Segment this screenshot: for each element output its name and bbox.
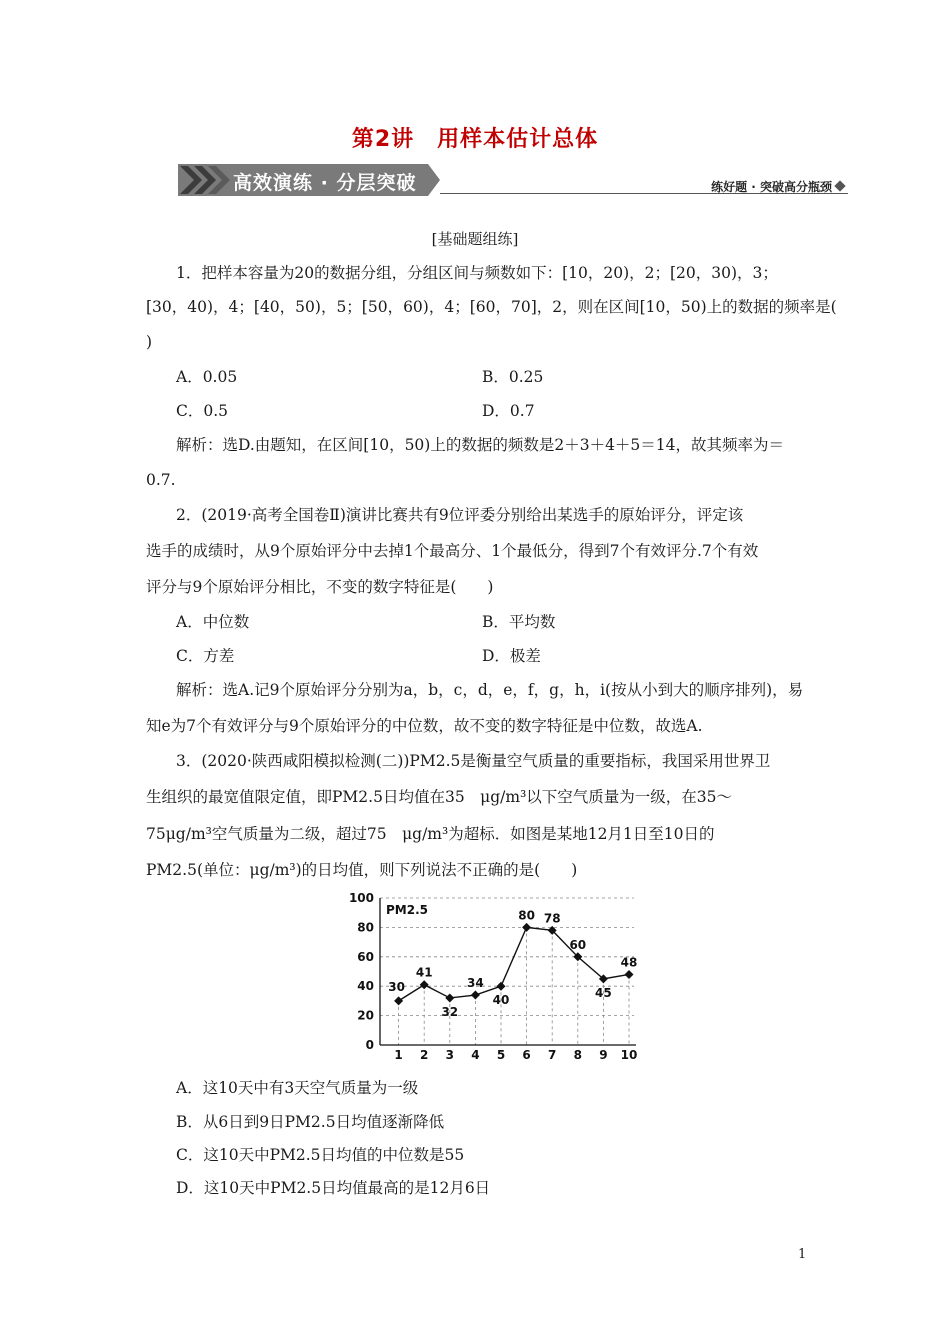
data-label: 60 xyxy=(569,937,587,952)
x-tick-label: 7 xyxy=(548,1048,557,1062)
chart-title: PM2.5 xyxy=(386,903,428,917)
x-tick-label: 10 xyxy=(620,1048,638,1062)
q3-stem-line: 75μg/m³空气质量为二级，超过75 μg/m³为超标．如图是某地12月1日至10日的 xyxy=(146,825,715,843)
q1-option-a: A．0.05 xyxy=(176,368,238,386)
banner-slogan: 练好题 · 突破高分瓶颈 xyxy=(711,180,832,194)
data-label: 78 xyxy=(543,911,561,926)
data-label: 34 xyxy=(467,976,484,991)
q1-option-d: D．0.7 xyxy=(482,402,535,420)
data-point-marker xyxy=(625,970,634,979)
x-tick-label: 9 xyxy=(599,1048,608,1062)
data-point-marker xyxy=(394,996,403,1005)
q1-option-b: B．0.25 xyxy=(482,368,544,386)
section-label: [基础题组练] xyxy=(431,230,519,248)
y-tick-label: 20 xyxy=(357,1008,374,1023)
q1-analysis: 0.7. xyxy=(146,471,176,489)
q2-analysis: 解析：选A.记9个原始评分分别为a，b，c，d，e，f，g，h，i(按从小到大的顺序排列)，易 xyxy=(176,681,804,699)
data-point-marker xyxy=(471,991,480,1000)
y-tick-label: 40 xyxy=(357,979,374,994)
y-tick-label: 60 xyxy=(357,949,374,964)
diamond-icon xyxy=(834,180,845,191)
x-tick-label: 2 xyxy=(420,1048,429,1062)
q3-option-c: C．这10天中PM2.5日均值的中位数是55 xyxy=(176,1146,465,1164)
y-tick-label: 80 xyxy=(357,920,374,935)
data-label: 80 xyxy=(518,908,535,923)
y-tick-label: 0 xyxy=(365,1038,374,1052)
data-label: 45 xyxy=(595,985,612,1000)
q2-stem-line: 评分与9个原始评分相比，不变的数字特征是( ) xyxy=(146,578,494,596)
q3-option-b: B．从6日到9日PM2.5日均值逐渐降低 xyxy=(176,1113,445,1131)
x-tick-label: 1 xyxy=(394,1048,403,1062)
x-tick-label: 6 xyxy=(522,1048,531,1062)
banner-label: 高效演练 · 分层突破 xyxy=(233,172,417,194)
q2-analysis: 知e为7个有效评分与9个原始评分的中位数，故不变的数字特征是中位数，故选A. xyxy=(146,717,703,735)
q2-option-d: D．极差 xyxy=(482,647,541,665)
q3-option-d: D．这10天中PM2.5日均值最高的是12月6日 xyxy=(176,1179,491,1197)
q2-stem-line: 2．(2019·高考全国卷Ⅱ)演讲比赛共有9位评委分别给出某选手的原始评分，评定该 xyxy=(176,506,744,524)
data-point-marker xyxy=(522,923,531,932)
y-tick-label: 100 xyxy=(348,891,374,905)
q2-stem-line: 选手的成绩时，从9个原始评分中去掉1个最高分、1个最低分，得到7个有效评分.7个有效 xyxy=(146,542,759,560)
x-tick-label: 3 xyxy=(445,1048,454,1062)
data-label: 30 xyxy=(388,979,405,994)
q1-analysis: 解析：选D.由题知，在区间[10，50)上的数据的频数是2＋3＋4＋5＝14，故其频率为＝ xyxy=(176,436,785,454)
q1-stem-line: ) xyxy=(146,333,153,351)
x-tick-label: 4 xyxy=(471,1048,480,1062)
data-point-marker xyxy=(497,982,506,991)
data-label: 40 xyxy=(492,993,510,1008)
data-label: 48 xyxy=(620,955,638,970)
data-point-marker xyxy=(420,980,429,989)
data-point-marker xyxy=(445,993,454,1002)
q2-option-c: C．方差 xyxy=(176,647,235,665)
q1-option-c: C．0.5 xyxy=(176,402,229,420)
q1-stem-line: [30，40)，4；[40，50)，5；[50，60)，4；[60，70]，2，则在区间[10，50)上的数据的频率是( xyxy=(146,298,837,316)
q3-option-a: A．这10天中有3天空气质量为一级 xyxy=(176,1079,419,1097)
pm25-line-chart xyxy=(348,884,638,1064)
q2-option-b: B．平均数 xyxy=(482,613,556,631)
section-banner xyxy=(178,164,440,196)
data-label: 32 xyxy=(441,1004,459,1019)
page-number: 1 xyxy=(798,1247,807,1262)
q1-stem-line: 1．把样本容量为20的数据分组，分组区间与频数如下：[10，20)，2；[20，30)，3； xyxy=(176,264,778,282)
q3-stem-line: 生组织的最宽值限定值，即PM2.5日均值在35 μg/m³以下空气质量为一级，在35～ xyxy=(146,788,733,806)
q3-stem-line: 3．(2020·陕西咸阳模拟检测(二))PM2.5是衡量空气质量的重要指标，我国采用世界卫 xyxy=(176,752,771,770)
q2-option-a: A．中位数 xyxy=(176,613,250,631)
x-tick-label: 5 xyxy=(496,1048,506,1062)
x-tick-label: 8 xyxy=(573,1048,582,1062)
data-label: 41 xyxy=(415,965,433,980)
q3-stem-line: PM2.5(单位：μg/m³)的日均值，则下列说法不正确的是( ) xyxy=(146,861,578,879)
page-title: 第2讲 用样本估计总体 xyxy=(351,127,599,152)
